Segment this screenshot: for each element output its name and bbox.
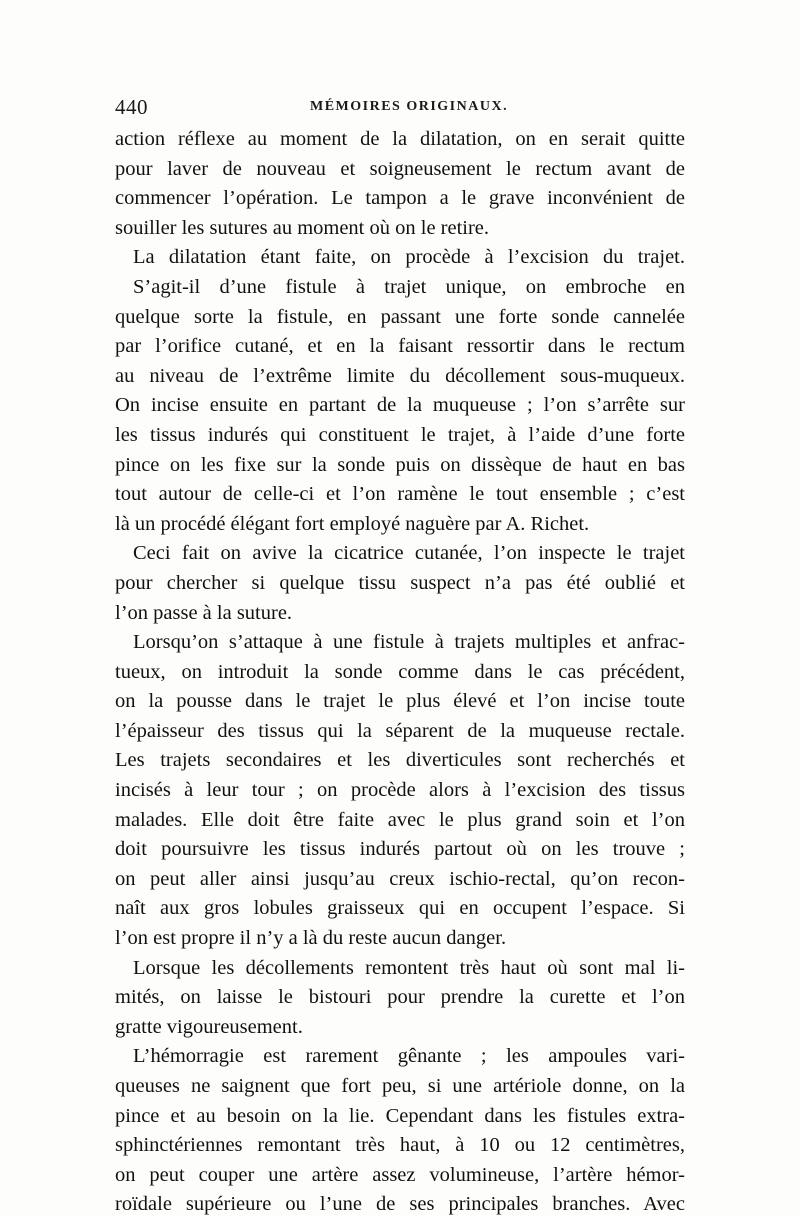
running-title: MÉMOIRES ORIGINAUX.	[310, 99, 509, 114]
text-line: mités, on laisse le bistouri pour prendre la curette et l’on	[115, 986, 685, 1009]
text-line: l’épaisseur des tissus qui la séparent de la muqueuse rectale.	[115, 719, 685, 742]
text-line: on peut couper une artère assez volumineuse, l’artère hémor-	[115, 1163, 685, 1186]
text-line: souiller les sutures au moment où on le retire.	[115, 216, 490, 239]
text-line: roïdale supérieure ou l’une de ses principales branches. Avec	[115, 1193, 685, 1216]
page-number: 440	[115, 95, 148, 119]
text-line: Lorsqu’on s’attaque à une fistule à trajets multiples et anfrac-	[133, 631, 685, 654]
text-line: Les trajets secondaires et les diverticules sont recherchés et	[115, 749, 685, 772]
text-line: pour laver de nouveau et soigneusement le rectum avant de	[115, 157, 685, 180]
text-line: La dilatation étant faite, on procède à l’excision du trajet.	[133, 246, 685, 269]
text-line: doit poursuivre les tissus indurés partout où on les trouve ;	[115, 838, 685, 861]
text-line: commencer l’opération. Le tampon a le grave inconvénient de	[115, 187, 685, 210]
text-line: L’hémorragie est rarement gênante ; les ampoules vari-	[133, 1045, 685, 1068]
text-line: l’on est propre il n’y a là du reste aucun danger.	[115, 927, 507, 950]
text-line: Lorsque les décollements remontent très haut où sont mal li-	[133, 956, 685, 979]
text-line: gratte vigoureusement.	[115, 1015, 303, 1038]
text-line: on peut aller ainsi jusqu’au creux ischio-rectal, qu’on recon-	[115, 867, 685, 890]
text-line: pince on les fixe sur la sonde puis on dissèque de haut en bas	[115, 453, 685, 476]
text-line: pour chercher si quelque tissu suspect n’a pas été oublié et	[115, 571, 685, 594]
text-line: incisés à leur tour ; on procède alors à l’excision des tissus	[115, 779, 685, 802]
text-line: sphinctériennes remontant très haut, à 10 ou 12 centimètres,	[115, 1134, 685, 1157]
text-line: par l’orifice cutané, et en la faisant ressortir dans le rectum	[115, 335, 685, 358]
text-line: là un procédé élégant fort employé naguère par A. Richet.	[115, 512, 590, 535]
text-line: au niveau de l’extrême limite du décollement sous-muqueux.	[115, 364, 685, 387]
running-header	[115, 95, 685, 125]
text-line: quelque sorte la fistule, en passant une forte sonde cannelée	[115, 305, 685, 328]
text-line: tueux, on introduit la sonde comme dans le cas précédent,	[115, 660, 685, 683]
text-line: tout autour de celle-ci et l’on ramène le tout ensemble ; c’est	[115, 483, 685, 506]
text-line: l’on passe à la suture.	[115, 601, 293, 624]
text-line: queuses ne saignent que fort peu, si une artériole donne, on la	[115, 1075, 685, 1097]
body-text	[115, 125, 685, 1220]
text-line: les tissus indurés qui constituent le trajet, à l’aide d’une forte	[115, 423, 685, 446]
text-line: action réflexe au moment de la dilatation, on en serait quitte	[115, 128, 685, 150]
text-line: on la pousse dans le trajet le plus élevé et l’on incise toute	[115, 690, 685, 713]
text-line: Ceci fait on avive la cicatrice cutanée, l’on inspecte le trajet	[133, 542, 685, 565]
text-line: On incise ensuite en partant de la muqueuse ; l’on s’arrête sur	[115, 394, 685, 417]
text-line: S’agit-il d’une fistule à trajet unique, on embroche en	[133, 275, 685, 298]
text-line: malades. Elle doit être faite avec le plus grand soin et l’on	[115, 808, 685, 831]
text-line: pince et au besoin on la lie. Cependant dans les fistules extra-	[115, 1104, 685, 1127]
text-line: naît aux gros lobules graisseux qui en occupent l’espace. Si	[115, 897, 685, 920]
